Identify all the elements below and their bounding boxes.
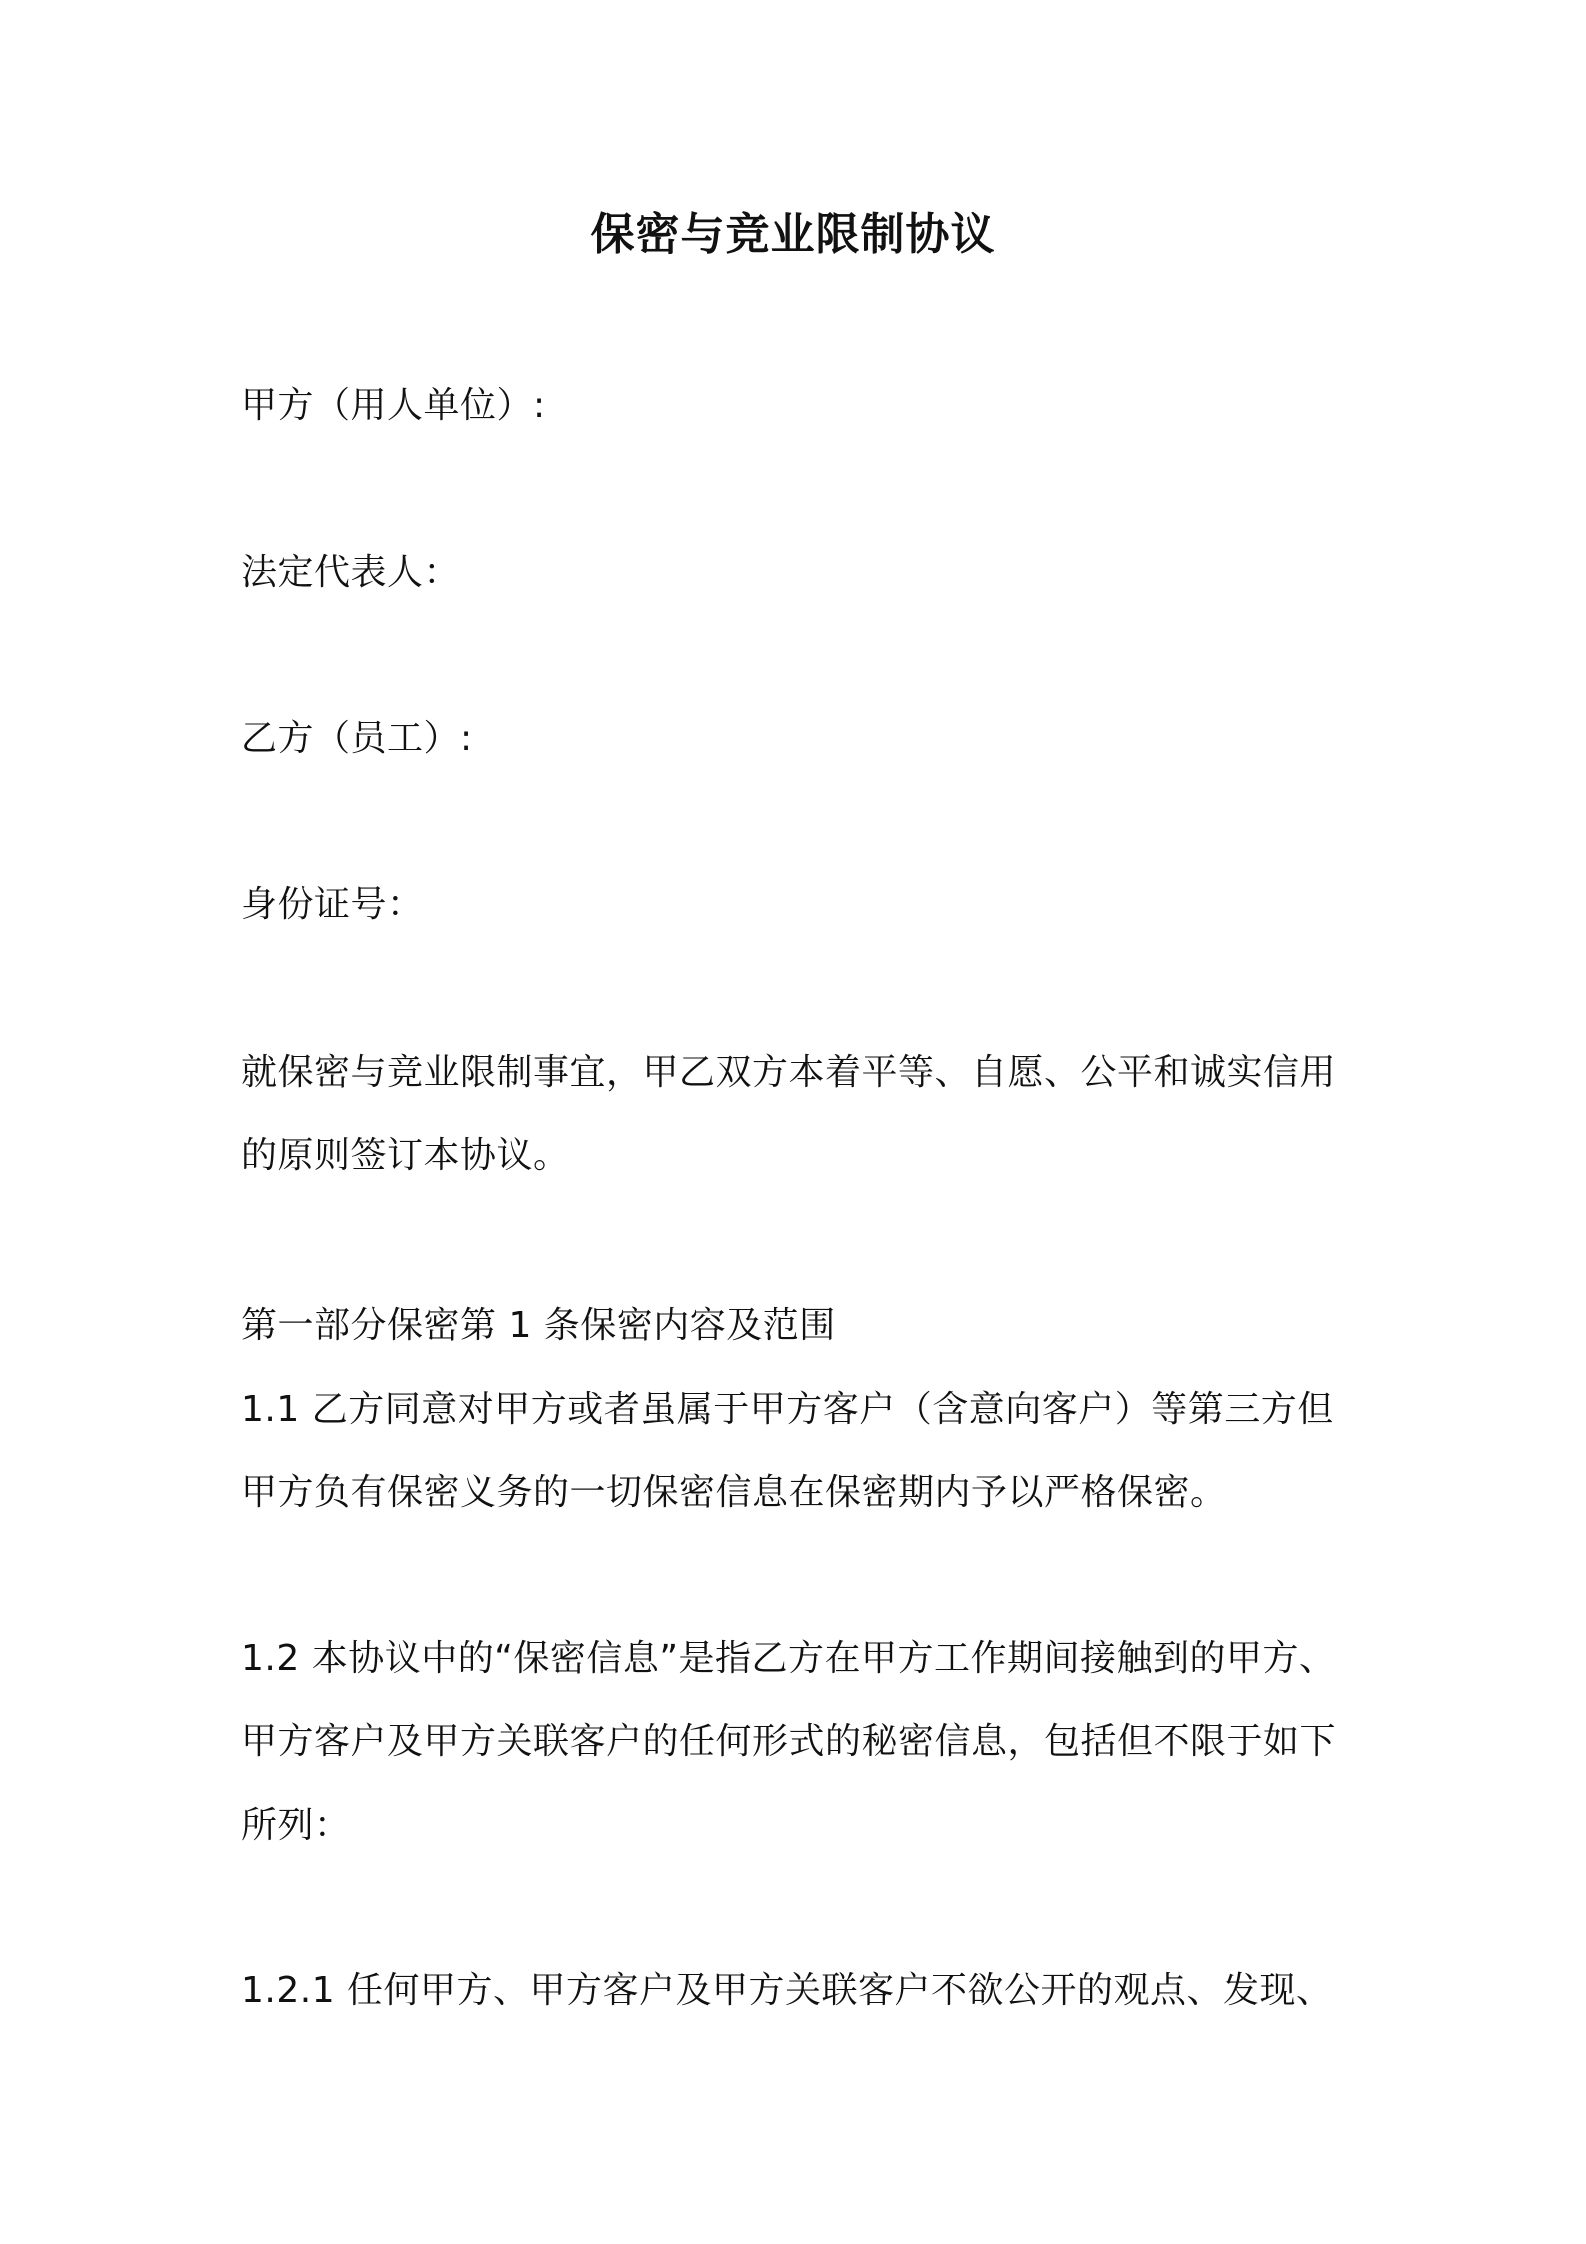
clause-1-1-line-2: 甲方负有保密义务的一切保密信息在保密期内予以严格保密。 [241, 1472, 1227, 1513]
clause-1-2-1-line-1: 1.2.1 任何甲方、甲方客户及甲方关联客户不欲公开的观点、发现、 [241, 1970, 1333, 2011]
id-number-field: 身份证号： [241, 884, 424, 925]
clause-1-1-line-1: 1.1 乙方同意对甲方或者虽属于甲方客户（含意向客户）等第三方但 [241, 1389, 1334, 1430]
clause-1-2-line-2: 甲方客户及甲方关联客户的任何形式的秘密信息，包括但不限于如下 [241, 1721, 1337, 1762]
section-heading: 第一部分保密第 1 条保密内容及范围 [241, 1305, 836, 1346]
document-title: 保密与竞业限制协议 [590, 209, 996, 260]
clause-1-2-line-1: 1.2 本协议中的“保密信息”是指乙方在甲方工作期间接触到的甲方、 [241, 1638, 1336, 1679]
intro-paragraph-line-1: 就保密与竞业限制事宜，甲乙双方本着平等、自愿、公平和诚实信用 [241, 1052, 1337, 1093]
legal-representative-field: 法定代表人： [241, 552, 461, 593]
party-b-field: 乙方（员工）: [241, 718, 473, 759]
intro-paragraph-line-2: 的原则签订本协议。 [241, 1135, 570, 1176]
party-a-field: 甲方（用人单位）: [241, 385, 546, 426]
clause-1-2-line-3: 所列： [241, 1805, 351, 1846]
